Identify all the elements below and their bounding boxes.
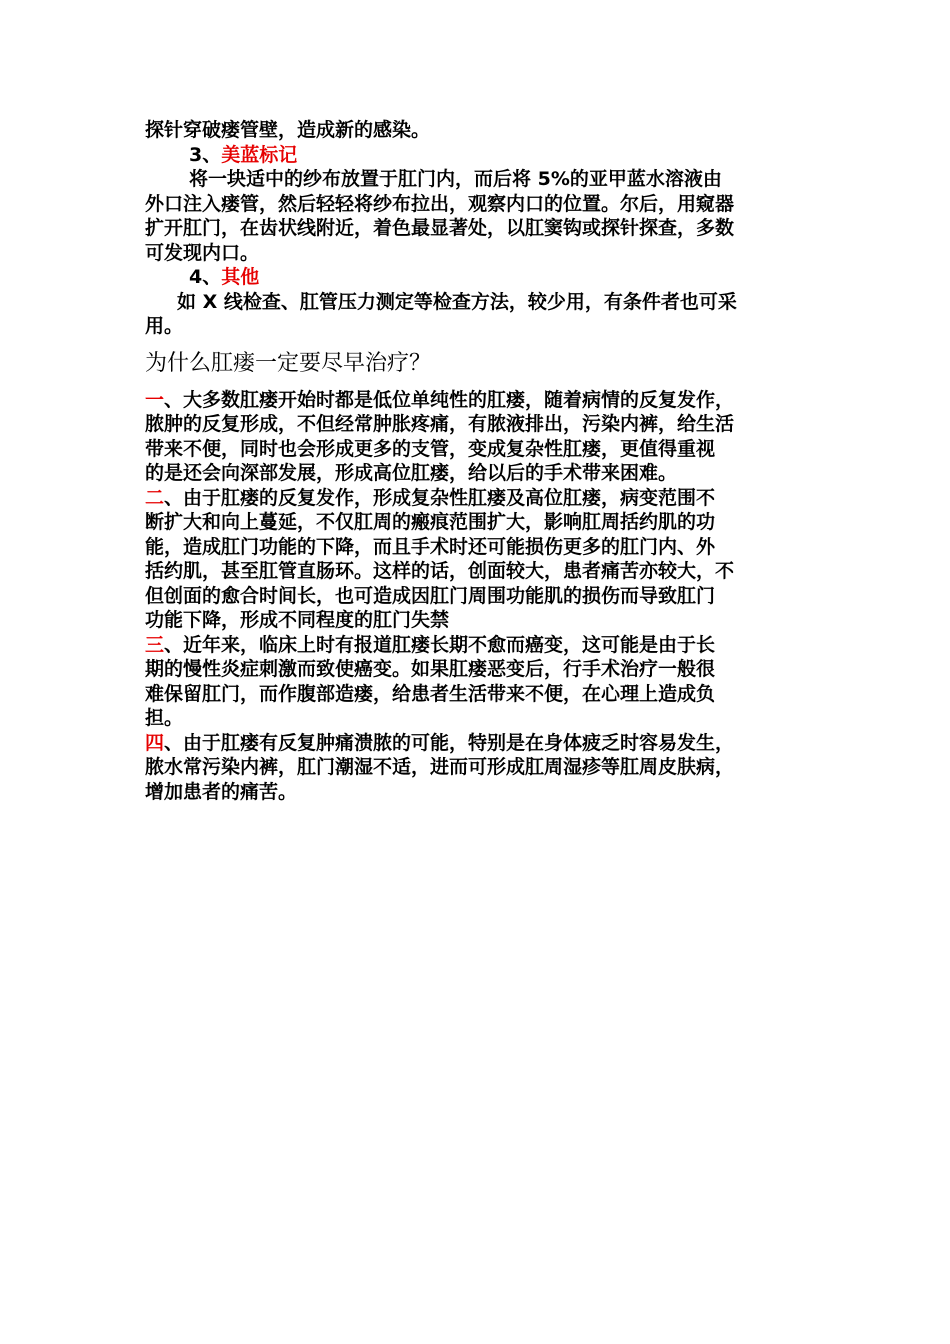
- reason-paragraph-1: [145, 388, 810, 486]
- reason-paragraph-3: [145, 633, 810, 731]
- reason-line: 脓水常污染内裤，肛门潮湿不适，进而可形成肛周湿疹等肛周皮肤病，: [145, 756, 735, 778]
- reason-marker: 三: [145, 633, 165, 656]
- item-3-title: 美蓝标记: [221, 143, 298, 166]
- section-heading: 为什么肛瘘一定要尽早治疗？: [145, 350, 432, 376]
- item-3-body-line: 外口注入瘘管，然后轻轻将纱布拉出，观察内口的位置。尔后，用窥器: [145, 192, 735, 215]
- item-4-heading: [145, 265, 810, 290]
- reason-line: 脓肿的反复形成，不但经常肿胀疼痛，有脓液排出，污染内裤，给生活: [145, 413, 735, 435]
- reason-marker: 一: [145, 388, 165, 411]
- reason-line: 期的慢性炎症刺激而致使癌变。如果肛瘘恶变后，行手术治疗一般很: [145, 658, 716, 680]
- item-3-body-line: 将一块适中的纱布放置于肛门内，而后将 5%的亚甲蓝水溶液由: [189, 168, 722, 190]
- reason-line: 带来不便，同时也会形成更多的支管，变成复杂性肛瘘，更值得重视: [145, 437, 716, 460]
- reason-paragraph-2: [145, 486, 810, 633]
- item-3-heading: [145, 143, 810, 168]
- reason-line: 、近年来，临床上时有报道肛瘘长期不愈而癌变，这可能是由于长: [164, 633, 716, 656]
- document-body: [145, 118, 810, 804]
- reason-line: 、由于肛瘘的反复发作，形成复杂性肛瘘及高位肛瘘，病变范围不: [164, 486, 716, 509]
- item-4-title: 其他: [221, 266, 260, 288]
- reason-line: 能，造成肛门功能的下降，而且手术时还可能损伤更多的肛门内、外: [145, 535, 716, 558]
- reason-marker: 四: [145, 731, 165, 754]
- item-4-number: 4、: [189, 266, 222, 288]
- reason-line: 但创面的愈合时间长，也可造成因肛门周围功能肌的损伤而导致肛门: [145, 584, 716, 607]
- reason-line: 难保留肛门，而作腹部造瘘，给患者生活带来不便，在心理上造成负: [145, 682, 716, 705]
- continued-text-line: 探针穿破瘘管壁，造成新的感染。: [145, 119, 431, 141]
- item-4-body-line: 用。: [145, 315, 184, 337]
- item-4-body-line: 如 X 线检查、肛管压力测定等检查方法，较少用，有条件者也可采: [177, 290, 737, 313]
- item-3-body-line: 可发现内口。: [145, 241, 260, 264]
- reason-line: 、大多数肛瘘开始时都是低位单纯性的肛瘘，随着病情的反复发作，: [164, 388, 735, 411]
- item-3-number: 3、: [189, 143, 222, 166]
- reason-line: 括约肌，甚至肛管直肠环。这样的话，创面较大，患者痛苦亦较大，不: [145, 560, 735, 582]
- reason-marker: 二: [145, 486, 165, 509]
- item-3-body-line: 扩开肛门，在齿状线附近，着色最显著处，以肛窦钩或探针探查，多数: [145, 217, 735, 239]
- reason-line: 断扩大和向上蔓延，不仅肛周的瘢痕范围扩大，影响肛周括约肌的功: [145, 511, 716, 533]
- reason-line: 担。: [145, 707, 184, 729]
- reason-line: 、由于肛瘘有反复肿痛溃脓的可能，特别是在身体疲乏时容易发生，: [164, 731, 735, 754]
- reason-line: 增加患者的痛苦。: [145, 780, 298, 803]
- reason-line: 的是还会向深部发展，形成高位肛瘘，给以后的手术带来困难。: [145, 462, 678, 484]
- reason-paragraph-4: [145, 731, 810, 805]
- reason-line: 功能下降，形成不同程度的肛门失禁: [145, 609, 450, 631]
